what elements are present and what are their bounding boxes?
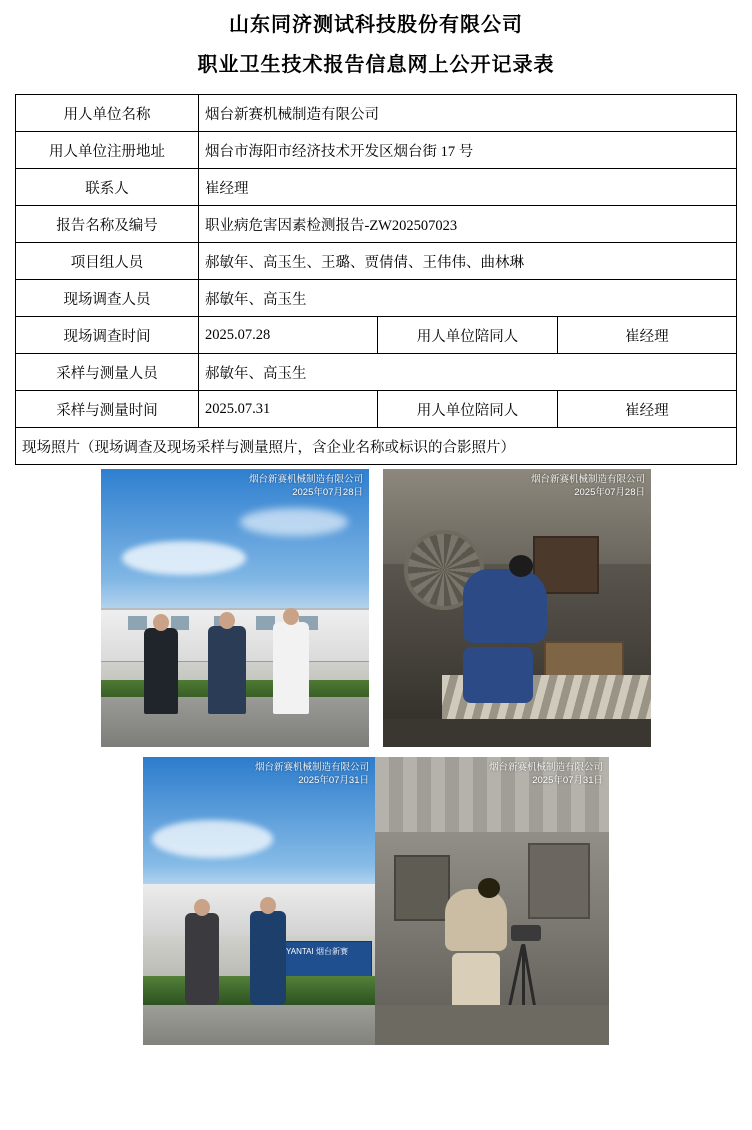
row-label-survey-staff: 现场调查人员 (16, 280, 199, 317)
document-header (0, 0, 752, 82)
workshop-floor (383, 719, 651, 747)
watermark-date: 2025年07月31日 (298, 775, 369, 786)
row-value-sampling-accompanier: 崔经理 (557, 391, 736, 428)
row-value-survey-accompanier: 崔经理 (557, 317, 736, 354)
site-photo-gallery (15, 469, 737, 1045)
company-title: 山东同济测试科技股份有限公司 (229, 14, 523, 36)
watermark-date: 2025年07月28日 (574, 487, 645, 498)
cloud-shape (152, 820, 273, 857)
table-row (16, 243, 737, 280)
row-label-employer-name: 用人单位名称 (16, 95, 199, 132)
watermark-company: 烟台新赛机械制造有限公司 (488, 762, 603, 773)
building-window (128, 616, 147, 630)
worker-figure (445, 889, 507, 951)
ground-pavement (143, 1005, 375, 1045)
row-value-sampling-staff: 郝敏年、高玉生 (199, 354, 737, 391)
workshop-floor (375, 1005, 609, 1045)
row-label-survey-accompanier: 用人单位陪同人 (378, 317, 557, 354)
row-value-project-team: 郝敏年、高玉生、王璐、贾倩倩、王伟伟、曲林琳 (199, 243, 737, 280)
row-label-sampling-staff: 采样与测量人员 (16, 354, 199, 391)
row-value-employer-name: 烟台新赛机械制造有限公司 (199, 95, 737, 132)
person-figure (250, 911, 286, 1005)
row-label-survey-time: 现场调查时间 (16, 317, 199, 354)
watermark-company: 烟台新赛机械制造有限公司 (254, 762, 369, 773)
cloud-shape (240, 508, 347, 536)
site-survey-workshop-photo (383, 469, 651, 747)
watermark-company: 烟台新赛机械制造有限公司 (248, 474, 363, 485)
row-value-survey-time: 2025.07.28 (199, 317, 378, 354)
photo-row-sampling (15, 757, 737, 1045)
table-row (16, 169, 737, 206)
row-value-registered-address: 烟台市海阳市经济技术开发区烟台街 17 号 (199, 132, 737, 169)
row-label-sampling-time: 采样与测量时间 (16, 391, 199, 428)
person-head (194, 899, 210, 916)
photo-timestamp-watermark (255, 761, 369, 787)
person-figure (273, 622, 309, 714)
watermark-date: 2025年07月31日 (532, 775, 603, 786)
row-value-sampling-time: 2025.07.31 (199, 391, 378, 428)
watermark-date: 2025年07月28日 (292, 487, 363, 498)
person-head (260, 897, 276, 914)
row-label-sampling-accompanier: 用人单位陪同人 (378, 391, 557, 428)
table-row (16, 132, 737, 169)
machine-unit (528, 843, 590, 919)
machine-unit (394, 855, 450, 921)
person-figure (185, 913, 219, 1005)
sampling-measurement-photo (375, 757, 609, 1045)
row-value-report-name-number: 职业病危害因素检测报告-ZW202507023 (199, 206, 737, 243)
table-row (16, 280, 737, 317)
photo-timestamp-watermark (531, 473, 645, 499)
worker-legs (463, 647, 533, 703)
row-label-contact-person: 联系人 (16, 169, 199, 206)
row-label-registered-address: 用人单位注册地址 (16, 132, 199, 169)
row-label-report-name-number: 报告名称及编号 (16, 206, 199, 243)
sampling-instrument (511, 925, 541, 941)
signboard-text: YANTAI 烟台新赛 (286, 946, 348, 956)
table-row (16, 391, 737, 428)
cloud-shape (122, 541, 245, 574)
row-value-contact-person: 崔经理 (199, 169, 737, 206)
table-row (16, 428, 737, 465)
worker-figure (463, 569, 547, 643)
worker-head (478, 878, 500, 898)
photo-timestamp-watermark (249, 473, 363, 499)
person-figure (208, 626, 246, 714)
worker-head (509, 555, 533, 577)
photo-timestamp-watermark (489, 761, 603, 787)
photo-row-survey (15, 469, 737, 747)
sampling-group-photo (143, 757, 375, 1045)
page-title: 职业卫生技术报告信息网上公开记录表 (197, 54, 555, 76)
row-label-site-photos: 现场照片（现场调查及现场采样与测量照片，含企业名称或标识的合影照片） (16, 428, 737, 465)
person-head (153, 614, 169, 631)
table-row (16, 317, 737, 354)
person-figure (144, 628, 178, 714)
row-value-survey-staff: 郝敏年、高玉生 (199, 280, 737, 317)
table-row (16, 95, 737, 132)
site-survey-group-photo (101, 469, 369, 747)
watermark-company: 烟台新赛机械制造有限公司 (530, 474, 645, 485)
person-head (219, 612, 235, 629)
table-row (16, 206, 737, 243)
person-head (283, 608, 299, 625)
table-row (16, 354, 737, 391)
row-label-project-team: 项目组人员 (16, 243, 199, 280)
disclosure-record-table (15, 94, 737, 465)
